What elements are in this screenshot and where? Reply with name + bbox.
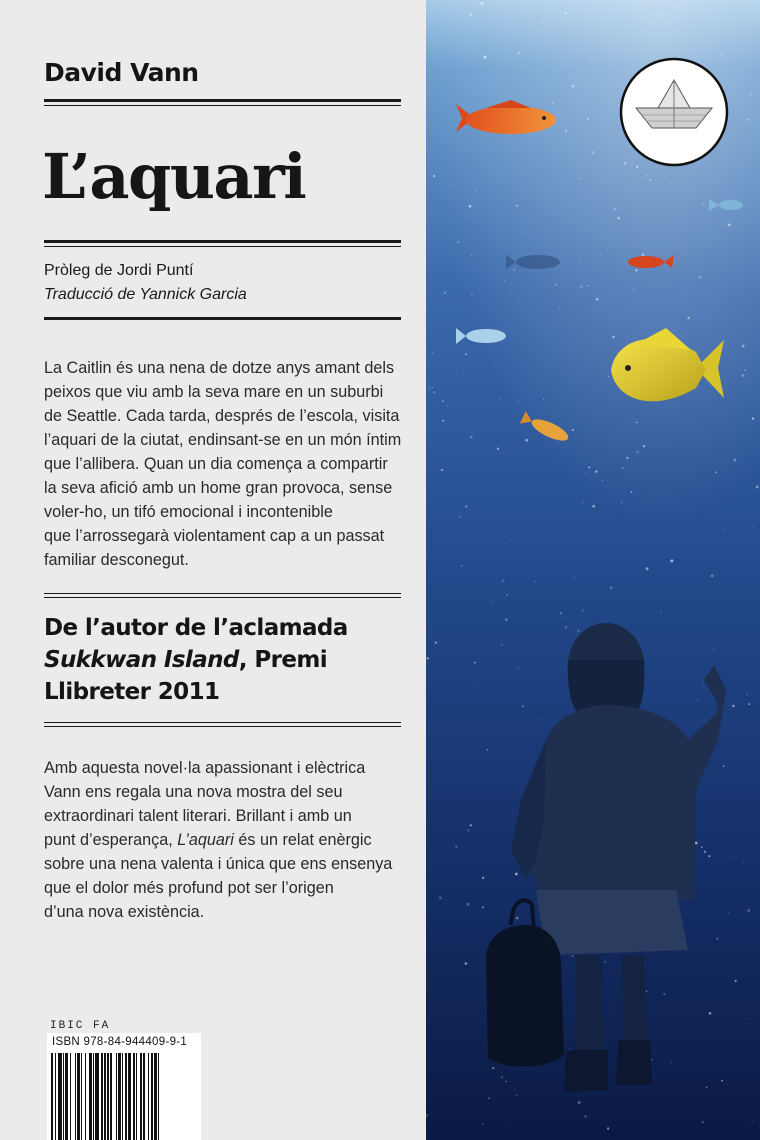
water-particle xyxy=(582,502,584,504)
water-particle xyxy=(670,182,671,183)
water-particle xyxy=(470,436,473,439)
water-particle xyxy=(461,565,463,567)
water-particle xyxy=(569,1049,570,1050)
water-particle xyxy=(708,855,710,857)
water-particle xyxy=(671,559,674,562)
barcode-bar xyxy=(140,1053,142,1140)
water-particle xyxy=(695,842,698,845)
water-particle xyxy=(429,387,431,389)
water-particle xyxy=(633,289,635,291)
divider-highlight-bottom xyxy=(44,722,401,723)
water-particle xyxy=(466,903,469,906)
review-fragment: punt d’esperança, xyxy=(44,831,178,849)
water-particle xyxy=(580,285,583,288)
water-particle xyxy=(580,178,582,180)
water-particle xyxy=(558,323,559,324)
water-particle xyxy=(475,190,476,191)
water-particle xyxy=(524,234,525,235)
water-particle xyxy=(497,448,499,450)
water-particle xyxy=(614,207,617,210)
water-particle xyxy=(642,253,645,256)
review-text xyxy=(44,756,404,924)
water-particle xyxy=(618,217,620,219)
water-particle xyxy=(541,718,542,719)
water-particle xyxy=(441,469,443,471)
water-particle xyxy=(442,400,444,402)
barcode-bar xyxy=(81,1053,82,1140)
divider-highlight-top-2 xyxy=(44,597,401,598)
water-particle xyxy=(480,2,483,5)
water-particle xyxy=(465,962,468,965)
author-name: David Vann xyxy=(44,58,199,87)
water-particle xyxy=(455,845,457,847)
water-particle xyxy=(703,684,704,685)
water-particle xyxy=(431,352,433,354)
water-particle xyxy=(492,1067,494,1069)
barcode-bar xyxy=(148,1053,149,1140)
barcode-bar xyxy=(51,1053,53,1140)
water-particle xyxy=(477,681,478,682)
water-particle xyxy=(432,387,433,388)
water-particle xyxy=(482,1123,484,1125)
water-particle xyxy=(752,1121,753,1122)
water-particle xyxy=(750,325,751,326)
water-particle xyxy=(433,391,435,393)
water-particle xyxy=(500,399,501,400)
water-particle xyxy=(506,1081,507,1082)
water-particle xyxy=(488,1098,489,1099)
water-particle xyxy=(487,749,488,750)
water-particle xyxy=(543,399,544,400)
water-particle xyxy=(587,285,589,287)
water-particle xyxy=(752,417,754,419)
water-particle xyxy=(706,1087,708,1089)
water-particle xyxy=(586,10,587,11)
water-particle xyxy=(592,151,595,154)
synopsis xyxy=(44,356,404,572)
water-particle xyxy=(622,468,623,469)
water-particle xyxy=(697,699,699,701)
water-particle xyxy=(635,269,638,272)
barcode-bar xyxy=(116,1053,117,1140)
synopsis-line: que l’allibera. Quan un dia comença a compartir xyxy=(44,455,388,473)
barcode-bar xyxy=(65,1053,67,1140)
water-particle xyxy=(546,285,547,286)
highlight-line: De l’autor de l’aclamada xyxy=(44,615,348,641)
ibic-code: IBIC FA xyxy=(50,1020,111,1032)
water-particle xyxy=(602,480,603,481)
barcode-bar xyxy=(95,1053,99,1140)
water-particle xyxy=(523,140,524,141)
barcode-bar xyxy=(143,1053,144,1140)
water-particle xyxy=(449,252,450,253)
synopsis-line: peixos que viu amb la seva mare en un suburbi xyxy=(44,383,384,401)
water-particle xyxy=(471,254,473,256)
water-particle xyxy=(649,179,651,181)
water-particle xyxy=(588,466,590,468)
water-particle xyxy=(631,491,633,493)
barcode xyxy=(51,1053,197,1140)
water-particle xyxy=(621,502,622,503)
water-particle xyxy=(439,896,442,899)
water-particle xyxy=(426,657,429,660)
book-title: L’aquari xyxy=(42,140,306,213)
water-particle xyxy=(647,3,649,5)
water-particle xyxy=(607,1127,609,1129)
isbn-number: ISBN 978-84-944409-9-1 xyxy=(52,1036,188,1048)
water-particle xyxy=(510,540,511,541)
water-particle xyxy=(687,317,689,319)
water-particle xyxy=(535,581,536,582)
water-particle xyxy=(542,20,543,21)
water-particle xyxy=(734,459,737,462)
water-particle xyxy=(749,1018,750,1019)
water-particle xyxy=(565,617,566,618)
water-particle xyxy=(752,5,753,6)
water-particle xyxy=(636,451,639,454)
water-particle xyxy=(552,102,554,104)
barcode-bar xyxy=(107,1053,108,1140)
water-particle xyxy=(698,276,701,279)
water-particle xyxy=(711,575,714,578)
water-particle xyxy=(689,27,691,29)
water-particle xyxy=(661,16,662,17)
water-particle xyxy=(742,374,744,376)
water-particle xyxy=(501,1076,503,1078)
water-particle xyxy=(515,1090,516,1091)
water-particle xyxy=(645,175,647,177)
water-particle xyxy=(504,280,506,282)
barcode-bar xyxy=(70,1053,71,1140)
water-particle xyxy=(508,860,509,861)
barcode-bar xyxy=(89,1053,91,1140)
water-particle xyxy=(565,626,567,628)
water-particle xyxy=(555,284,556,285)
water-particle xyxy=(430,279,431,280)
water-particle xyxy=(584,1115,587,1118)
water-particle xyxy=(646,991,647,992)
water-particle xyxy=(590,59,591,60)
water-particle xyxy=(518,667,519,668)
water-particle xyxy=(585,472,586,473)
water-particle xyxy=(433,175,435,177)
water-particle xyxy=(709,35,710,36)
water-particle xyxy=(516,204,519,207)
water-particle xyxy=(501,644,503,646)
water-particle xyxy=(469,205,472,208)
water-particle xyxy=(508,550,509,551)
cover-illustration xyxy=(426,0,760,1140)
water-particle xyxy=(451,124,452,125)
water-particle xyxy=(626,457,628,459)
water-particle xyxy=(629,438,630,439)
water-particle xyxy=(729,858,730,859)
synopsis-line: voler-ho, un tifó emocional i incontenible xyxy=(44,503,333,521)
divider-highlight-top xyxy=(44,593,401,594)
water-particle xyxy=(632,162,633,163)
divider-highlight-bottom-2 xyxy=(44,726,401,727)
water-particle xyxy=(717,938,719,940)
water-particle xyxy=(721,1080,723,1082)
water-particle xyxy=(516,1094,518,1096)
barcode-bar xyxy=(110,1053,112,1140)
water-particle xyxy=(457,241,460,244)
review-line: Vann ens regala una nova mostra del seu xyxy=(44,783,343,801)
divider-title xyxy=(44,240,401,243)
review-book-name: L’aquari xyxy=(177,831,234,849)
barcode-bar xyxy=(75,1053,76,1140)
water-particle xyxy=(536,31,537,32)
water-particle xyxy=(451,1004,452,1005)
water-particle xyxy=(515,873,518,876)
water-particle xyxy=(715,471,717,473)
water-particle xyxy=(488,346,489,347)
water-particle xyxy=(524,1138,525,1139)
water-particle xyxy=(572,429,574,431)
barcode-bar xyxy=(101,1053,102,1140)
water-particle xyxy=(605,961,606,962)
water-particle xyxy=(596,298,599,301)
barcode-bar xyxy=(63,1053,64,1140)
water-particle xyxy=(605,317,607,319)
barcode-bar xyxy=(118,1053,120,1140)
water-particle xyxy=(643,445,645,447)
water-particle xyxy=(560,612,562,614)
barcode-bar xyxy=(122,1053,123,1140)
barcode-bar xyxy=(125,1053,126,1140)
water-particle xyxy=(702,1121,704,1123)
water-particle xyxy=(703,203,705,205)
water-particle xyxy=(600,254,601,255)
water-particle xyxy=(751,202,752,203)
review-fragment: és un relat enèrgic xyxy=(233,831,372,849)
water-particle xyxy=(587,118,589,120)
water-particle xyxy=(578,1101,581,1104)
water-particle xyxy=(525,439,528,442)
water-particle xyxy=(721,53,723,55)
highlight-line: Llibreter 2011 xyxy=(44,679,220,705)
divider-top-thin xyxy=(44,105,401,106)
water-particle xyxy=(663,993,665,995)
synopsis-line: La Caitlin és una nena de dotze anys amant dels xyxy=(44,359,395,377)
synopsis-line: de Seattle. Cada tarda, després de l’escola, visita xyxy=(44,407,400,425)
water-particle xyxy=(442,420,444,422)
barcode-panel xyxy=(47,1033,201,1140)
translation-credit: Traducció de Yannick Garcia xyxy=(44,286,247,303)
water-particle xyxy=(743,861,744,862)
water-particle xyxy=(749,93,752,96)
water-particle xyxy=(732,705,735,708)
water-particle xyxy=(748,703,750,705)
water-particle xyxy=(728,223,731,226)
divider-top xyxy=(44,99,401,102)
divider-title-thin xyxy=(44,246,401,247)
water-particle xyxy=(709,1012,712,1015)
synopsis-line: familiar desconegut. xyxy=(44,551,189,569)
barcode-bar xyxy=(128,1053,132,1140)
water-particle xyxy=(753,526,754,527)
water-particle xyxy=(565,12,567,14)
water-particle xyxy=(746,586,747,587)
prologue-credit: Pròleg de Jordi Puntí xyxy=(44,262,194,279)
water-particle xyxy=(569,76,570,77)
water-particle xyxy=(435,642,437,644)
review-line: d’una nova existència. xyxy=(44,903,205,921)
water-particle xyxy=(713,648,714,649)
water-particle xyxy=(694,469,695,470)
water-particle xyxy=(747,909,750,912)
water-particle xyxy=(724,648,725,649)
water-particle xyxy=(482,877,484,879)
water-particle xyxy=(482,42,483,43)
barcode-bar xyxy=(154,1053,156,1140)
water-particle xyxy=(646,567,649,570)
barcode-bar xyxy=(158,1053,159,1140)
synopsis-line: l’aquari de la ciutat, endinsant-se en un món íntim xyxy=(44,431,402,449)
highlight-book-name: Sukkwan Island xyxy=(44,647,239,673)
water-particle xyxy=(558,308,560,310)
water-particle xyxy=(734,980,736,982)
water-particle xyxy=(572,85,575,88)
water-particle xyxy=(560,254,562,256)
water-particle xyxy=(470,824,472,826)
barcode-bar xyxy=(133,1053,135,1140)
divider-credits xyxy=(44,317,401,320)
water-particle xyxy=(744,370,746,372)
water-particle xyxy=(612,336,615,339)
water-particle xyxy=(463,374,464,375)
water-particle xyxy=(449,184,450,185)
water-particle xyxy=(743,1,745,3)
water-particle xyxy=(492,601,494,603)
water-particle xyxy=(661,611,662,612)
water-particle xyxy=(467,829,470,832)
barcode-bar xyxy=(58,1053,62,1140)
review-line: extraordinari talent literari. Brillant i amb un xyxy=(44,807,352,825)
water-particle xyxy=(471,293,473,295)
barcode-bar xyxy=(93,1053,94,1140)
barcode-bar xyxy=(85,1053,86,1140)
award-highlight xyxy=(44,612,404,708)
water-particle xyxy=(728,912,729,913)
water-particle xyxy=(572,955,574,957)
water-particle xyxy=(483,56,486,59)
water-particle xyxy=(444,292,446,294)
review-line: sobre una nena valenta i única que ens ensenya xyxy=(44,855,393,873)
water-particle xyxy=(652,1059,653,1060)
water-particle xyxy=(720,147,721,148)
water-particle xyxy=(704,851,706,853)
water-particle xyxy=(465,216,466,217)
water-particle xyxy=(701,846,703,848)
water-particle xyxy=(482,906,484,908)
water-particle xyxy=(577,629,580,632)
water-particle xyxy=(465,505,468,508)
synopsis-line: la seva afició amb un home gran provoca, sense xyxy=(44,479,393,497)
water-particle xyxy=(636,166,639,169)
synopsis-line: que l’arrossegarà violentament cap a un passat xyxy=(44,527,385,545)
aquarium-scene xyxy=(426,0,760,1140)
barcode-bar xyxy=(151,1053,153,1140)
water-particle xyxy=(517,401,519,403)
water-particle xyxy=(502,579,505,582)
water-particle xyxy=(579,262,580,263)
barcode-bar xyxy=(136,1053,137,1140)
barcode-bar xyxy=(104,1053,106,1140)
water-particle xyxy=(447,405,448,406)
water-particle xyxy=(756,485,759,488)
water-particle xyxy=(608,376,609,377)
water-particle xyxy=(671,1062,672,1063)
water-particle xyxy=(453,163,454,164)
water-particle xyxy=(474,662,476,664)
barcode-bar xyxy=(55,1053,56,1140)
water-particle xyxy=(426,1114,428,1116)
water-particle xyxy=(610,586,612,588)
water-particle xyxy=(506,594,508,596)
review-line: Amb aquesta novel·la apassionant i elèctrica xyxy=(44,759,366,777)
water-particle xyxy=(636,422,637,423)
highlight-line xyxy=(44,644,404,676)
water-particle xyxy=(582,609,584,611)
water-particle xyxy=(624,162,626,164)
water-particle xyxy=(469,13,471,15)
water-particle xyxy=(513,269,515,271)
water-particle xyxy=(610,27,612,29)
review-line xyxy=(44,828,404,852)
water-particle xyxy=(595,470,598,473)
water-particle xyxy=(518,52,520,54)
water-particle xyxy=(746,694,748,696)
water-particle xyxy=(592,505,595,508)
water-particle xyxy=(644,8,645,9)
water-particle xyxy=(465,353,467,355)
publisher-logo xyxy=(621,59,727,165)
barcode-bar xyxy=(77,1053,79,1140)
water-particle xyxy=(459,516,461,518)
highlight-award: , Premi xyxy=(238,647,327,673)
water-particle xyxy=(747,119,749,121)
water-particle xyxy=(522,705,524,707)
water-particle xyxy=(742,345,745,348)
water-particle xyxy=(565,130,567,132)
water-particle xyxy=(505,618,507,620)
water-particle xyxy=(516,917,519,920)
water-particle xyxy=(574,577,575,578)
water-particle xyxy=(574,626,575,627)
water-particle xyxy=(722,529,724,531)
water-particle xyxy=(723,765,725,767)
review-line: que el dolor més profund pot ser l’origen xyxy=(44,879,334,897)
